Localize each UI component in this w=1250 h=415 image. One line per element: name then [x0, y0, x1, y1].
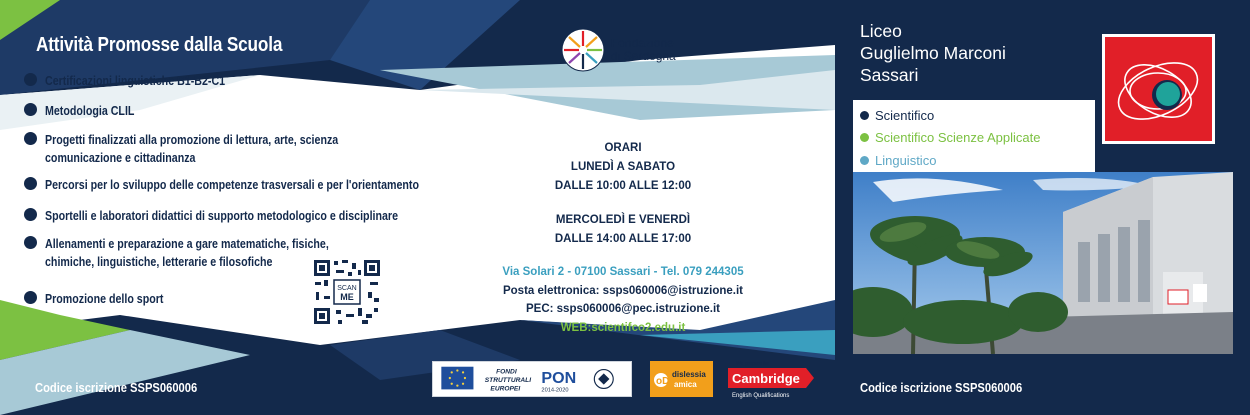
cambridge-logo	[728, 358, 814, 400]
svg-text:amica: amica	[674, 380, 697, 389]
course-item: Linguistico	[860, 149, 1095, 172]
bullet-icon	[24, 132, 37, 145]
dislessia-amica-logo	[650, 361, 713, 397]
bullet-icon	[860, 111, 869, 120]
enrollment-code: Codice iscrizione SSPS060006	[35, 380, 198, 395]
bullet-icon	[860, 156, 869, 165]
svg-text:FONDI: FONDI	[496, 368, 517, 376]
list-item: Certificazioni linguistiche B1-B2-C1	[24, 72, 265, 90]
bullet-icon	[24, 103, 37, 116]
svg-text:dislessia: dislessia	[672, 370, 706, 379]
website-link[interactable]: WEB:scientifco2.edu.it	[560, 321, 686, 334]
course-item: Scientifico	[860, 104, 1095, 127]
course-item: Scientifico Scienze Applicate	[860, 127, 1095, 150]
school-building-photo	[853, 172, 1233, 354]
email[interactable]: Posta elettronica: ssps060006@istruzione.it	[502, 284, 744, 297]
svg-text:English Qualifications: English Qualifications	[732, 393, 790, 399]
list-item: Promozione dello sport	[24, 290, 189, 308]
courses-list	[853, 100, 1095, 172]
svg-text:We prepare for: We prepare for	[736, 361, 770, 367]
bullet-icon	[24, 177, 37, 190]
left-panel	[0, 0, 420, 415]
bullet-icon	[24, 291, 37, 304]
svg-text:EUROPEI: EUROPEI	[490, 385, 521, 393]
right-panel	[835, 0, 1250, 415]
contact-info	[480, 263, 766, 337]
activities-title: Attività Promosse dalla Scuola	[36, 34, 283, 56]
svg-text:STRUTTURALI: STRUTTURALI	[484, 376, 532, 384]
svg-text:2014-2020: 2014-2020	[541, 387, 569, 394]
list-item: Sportelli e laboratori didattici di supporto metodologico e disciplinare	[24, 207, 420, 225]
bullet-icon	[860, 133, 869, 142]
pec-email[interactable]: PEC: ssps060006@pec.istruzione.it	[525, 303, 720, 315]
list-item: Metodologia CLIL	[24, 102, 154, 120]
school-name: Liceo Guglielmo Marconi Sassari	[860, 21, 1006, 85]
bullet-icon	[24, 73, 37, 86]
bullet-icon	[24, 236, 37, 249]
svg-text:PON: PON	[541, 368, 577, 387]
eu-funds-logo	[432, 361, 632, 397]
foundation-logo: Fondazione di Sardegna	[561, 28, 701, 72]
opening-hours: ORARI LUNEDÌ A SABATO DALLE 10:00 ALLE 12:00 MERCOLEDÌ E VENERDÌ DALLE 14:00 ALLE 17:00	[554, 142, 692, 245]
school-logo	[1102, 34, 1215, 144]
qr-code-icon[interactable]	[312, 258, 382, 326]
svg-text:ME: ME	[340, 292, 354, 302]
foundation-emblem-icon	[561, 28, 605, 72]
bullet-icon	[24, 208, 37, 221]
enrollment-code: Codice iscrizione SSPS060006	[860, 380, 1023, 395]
list-item: Progetti finalizzati alla promozione di lettura, arte, scienza comunicazione e cittadinanza	[24, 131, 403, 167]
svg-text:SCAN: SCAN	[337, 285, 357, 292]
list-item: Allenamenti e preparazione a gare matematiche, fisiche, chimiche, linguistiche, letterarie e filosofiche	[24, 235, 391, 271]
address: Via Solari 2 - 07100 Sassari - Tel. 079 244305	[502, 266, 744, 278]
svg-text:Cambridge: Cambridge	[732, 371, 800, 386]
svg-text:oD: oD	[656, 376, 670, 387]
list-item: Percorsi per lo sviluppo delle competenze trasversali e per l'orientamento	[24, 176, 420, 194]
